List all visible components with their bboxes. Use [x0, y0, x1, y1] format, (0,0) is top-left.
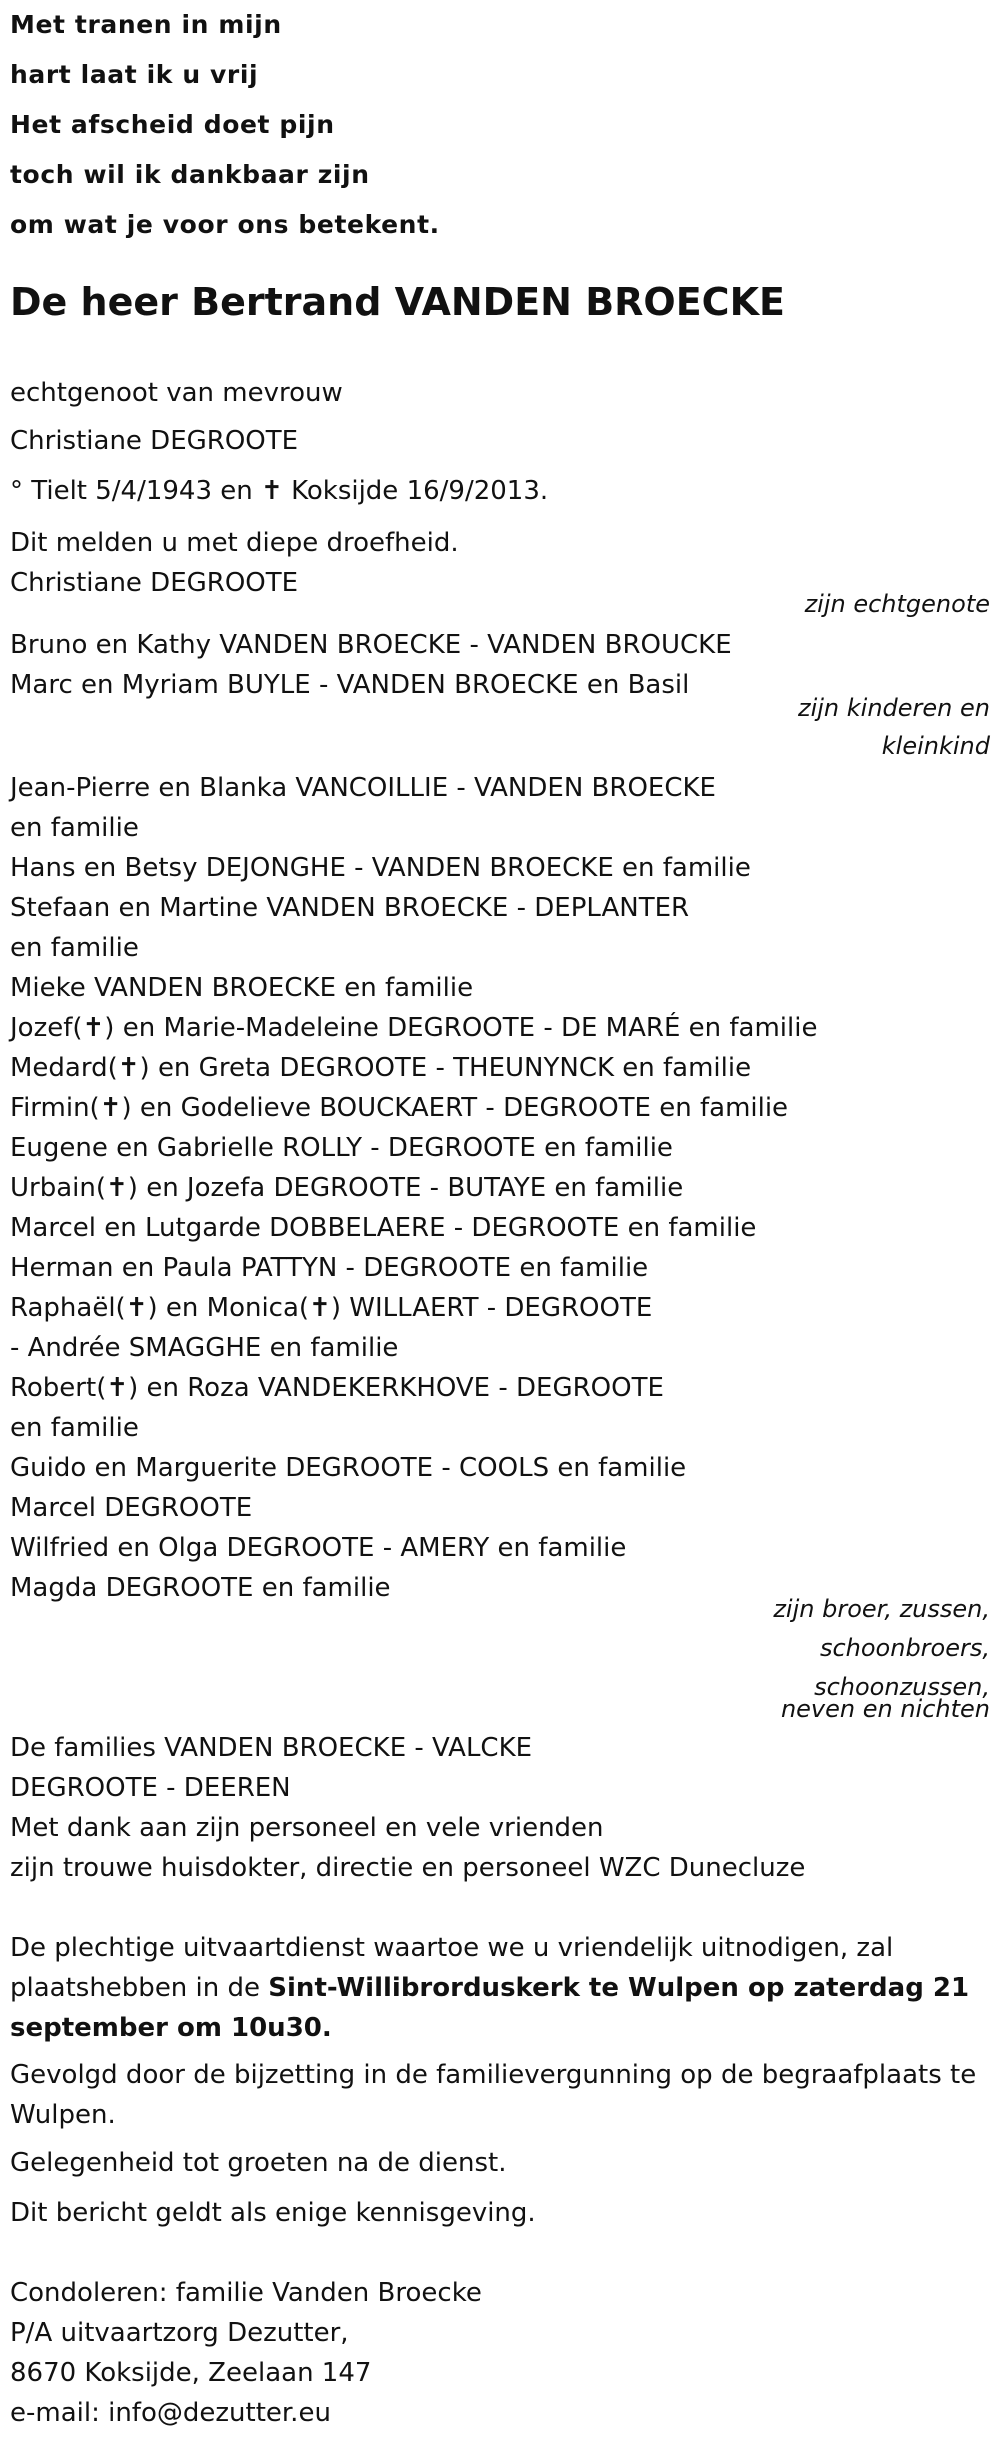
children-role: kleinkind	[881, 732, 990, 760]
sibling-line: - Andrée SMAGGHE en familie	[10, 1333, 399, 1363]
ceremony-text: De plechtige uitvaartdienst waartoe we u vriendelijk uitnodigen, zal plaatshebben in de	[10, 1933, 894, 2003]
ceremony-location: Sint-Willibrorduskerk te Wulpen op zaterdag 21 september om 10u30.	[10, 1973, 970, 2043]
sibling-line: Jozef(✝) en Marie-Madeleine DEGROOTE - DE MARÉ en familie	[10, 1013, 818, 1043]
sibling-line: Marcel en Lutgarde DOBBELAERE - DEGROOTE en familie	[10, 1213, 757, 1243]
poem-line: Met tranen in mijn	[10, 10, 282, 39]
siblings-role: schoonbroers,	[819, 1634, 990, 1662]
cross-icon: ✝	[261, 476, 283, 506]
email-line[interactable]: e-mail: info@dezutter.eu	[10, 2398, 331, 2428]
poem-line: Het afscheid doet pijn	[10, 110, 335, 139]
children-role: zijn kinderen en	[798, 694, 990, 722]
poem-line: hart laat ik u vrij	[10, 60, 259, 89]
sibling-line: Jean-Pierre en Blanka VANCOILLIE - VANDEN BROECKE	[10, 773, 716, 803]
poem-line: toch wil ik dankbaar zijn	[10, 160, 370, 189]
ceremony-paragraph	[10, 1928, 985, 2048]
burial-paragraph: Gevolgd door de bijzetting in de familievergunning op de begraafplaats te Wulpen.	[10, 2060, 977, 2130]
families-line: DEGROOTE - DEEREN	[10, 1773, 291, 1803]
announcement: Dit melden u met diepe droefheid.	[10, 528, 459, 558]
sibling-line: Wilfried en Olga DEGROOTE - AMERY en familie	[10, 1533, 627, 1563]
sibling-line: Herman en Paula PATTYN - DEGROOTE en familie	[10, 1253, 649, 1283]
thanks-line: zijn trouwe huisdokter, directie en personeel WZC Dunecluze	[10, 1853, 806, 1883]
birth-death-line	[10, 478, 548, 504]
sibling-line: Urbain(✝) en Jozefa DEGROOTE - BUTAYE en familie	[10, 1173, 684, 1203]
child-name: Marc en Myriam BUYLE - VANDEN BROECKE en Basil	[10, 670, 690, 700]
sibling-line: Guido en Marguerite DEGROOTE - COOLS en familie	[10, 1453, 687, 1483]
notice-line: Dit bericht geldt als enige kennisgeving.	[10, 2198, 536, 2228]
siblings-role: zijn broer, zussen,	[773, 1595, 990, 1623]
child-name: Bruno en Kathy VANDEN BROECKE - VANDEN BROUCKE	[10, 630, 732, 660]
sibling-line: Marcel DEGROOTE	[10, 1493, 253, 1523]
sibling-line: Magda DEGROOTE en familie	[10, 1573, 391, 1603]
sibling-line: Robert(✝) en Roza VANDEKERKHOVE - DEGROOTE	[10, 1373, 664, 1403]
condolences-line: P/A uitvaartzorg Dezutter,	[10, 2318, 349, 2348]
spouse-name: Christiane DEGROOTE	[10, 426, 299, 456]
deceased-name: De heer Bertrand VANDEN BROECKE	[10, 280, 785, 324]
spouse-of: echtgenoot van mevrouw	[10, 378, 343, 408]
sibling-line: Mieke VANDEN BROECKE en familie	[10, 973, 474, 1003]
birth-text: ° Tielt 5/4/1943 en	[10, 476, 253, 506]
condolences-line: Condoleren: familie Vanden Broecke	[10, 2278, 482, 2308]
sibling-line: Medard(✝) en Greta DEGROOTE - THEUNYNCK en familie	[10, 1053, 752, 1083]
sibling-line: Stefaan en Martine VANDEN BROECKE - DEPLANTER	[10, 893, 690, 923]
death-text: Koksijde 16/9/2013.	[291, 476, 549, 506]
poem-line: om wat je voor ons betekent.	[10, 210, 440, 239]
families-line: De families VANDEN BROECKE - VALCKE	[10, 1733, 533, 1763]
spouse-group-name: Christiane DEGROOTE	[10, 568, 299, 598]
condolences-line: 8670 Koksijde, Zeelaan 147	[10, 2358, 372, 2388]
siblings-role: schoonzussen,	[814, 1673, 990, 1701]
siblings-role: neven en nichten	[780, 1695, 990, 1723]
sibling-line: Eugene en Gabrielle ROLLY - DEGROOTE en familie	[10, 1133, 673, 1163]
greeting-line: Gelegenheid tot groeten na de dienst.	[10, 2148, 507, 2178]
sibling-line: en familie	[10, 933, 139, 963]
sibling-line: en familie	[10, 1413, 139, 1443]
sibling-line: Raphaël(✝) en Monica(✝) WILLAERT - DEGROOTE	[10, 1293, 653, 1323]
sibling-line: en familie	[10, 813, 139, 843]
spouse-role: zijn echtgenote	[804, 590, 990, 618]
sibling-line: Firmin(✝) en Godelieve BOUCKAERT - DEGROOTE en familie	[10, 1093, 789, 1123]
sibling-line: Hans en Betsy DEJONGHE - VANDEN BROECKE en familie	[10, 853, 751, 883]
thanks-line: Met dank aan zijn personeel en vele vrienden	[10, 1813, 604, 1843]
